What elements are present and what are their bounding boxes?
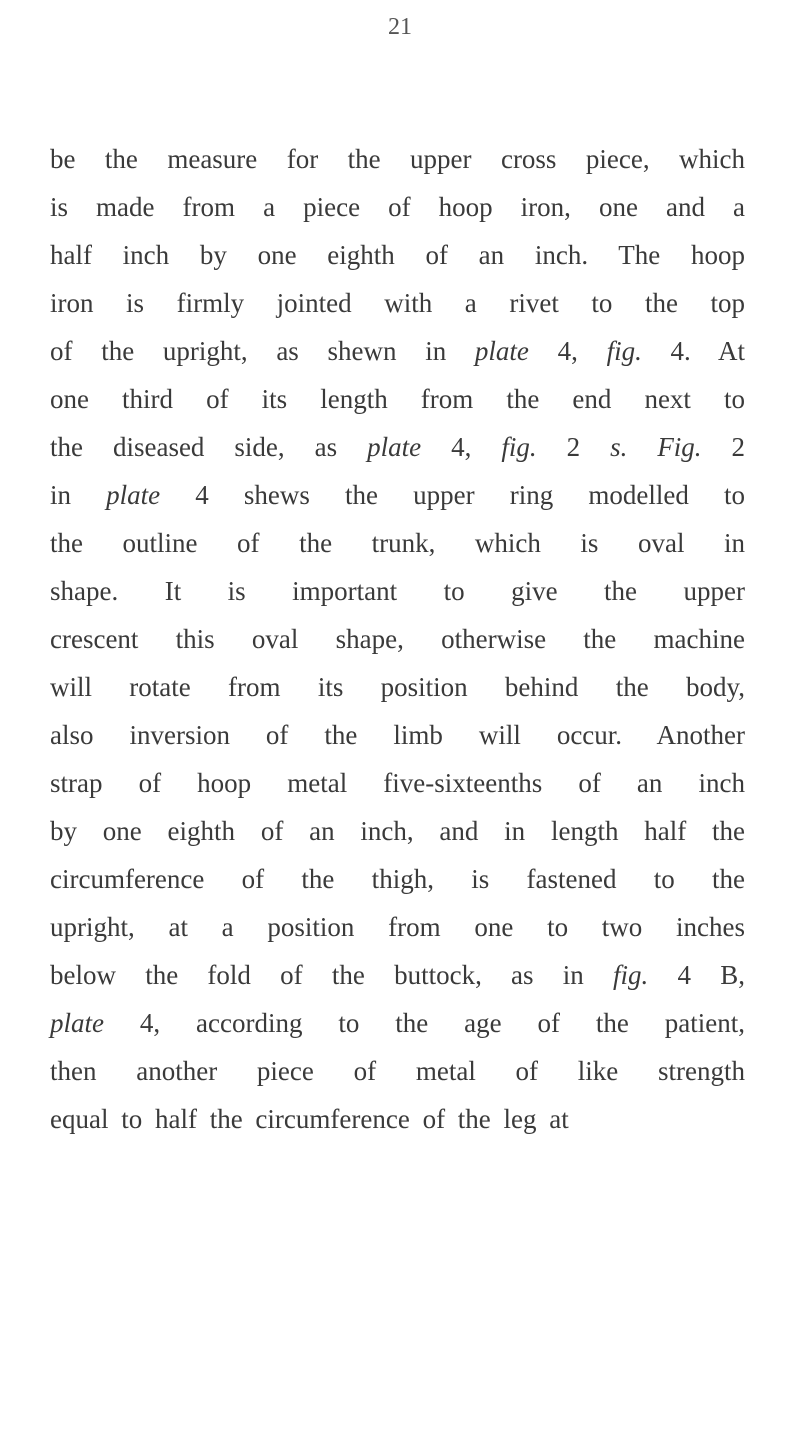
italic-reference: plate bbox=[106, 480, 161, 510]
text-segment: then another piece of metal of like strength bbox=[50, 1056, 745, 1086]
text-line bbox=[50, 478, 745, 512]
text-segment: be the measure for the upper cross piece, which bbox=[50, 144, 745, 174]
text-segment: by one eighth of an inch, and in length half the bbox=[50, 816, 745, 846]
page-number: 21 bbox=[388, 14, 412, 40]
text-segment: equal to half the circumference of the leg at bbox=[50, 1104, 569, 1134]
text-segment: the outline of the trunk, which is oval in bbox=[50, 528, 745, 558]
text-segment: 4, according to the age of the patient, bbox=[104, 1008, 745, 1038]
text-segment: half inch by one eighth of an inch. The hoop bbox=[50, 240, 745, 270]
text-line bbox=[50, 622, 745, 656]
text-segment: strap of hoop metal five-sixteenths of an inch bbox=[50, 768, 745, 798]
text-line bbox=[50, 382, 745, 416]
italic-reference: fig. bbox=[501, 432, 537, 462]
text-line bbox=[50, 1102, 569, 1136]
italic-reference: plate bbox=[474, 336, 529, 366]
text-segment: the diseased side, as bbox=[50, 432, 368, 462]
text-segment: of the upright, as shewn in bbox=[50, 336, 475, 366]
text-line bbox=[50, 526, 745, 560]
italic-reference: Fig. bbox=[657, 432, 702, 462]
italic-reference: plate bbox=[50, 1008, 104, 1038]
italic-reference: s. bbox=[610, 432, 628, 462]
text-line bbox=[50, 574, 745, 608]
text-line bbox=[50, 814, 745, 848]
text-line bbox=[50, 430, 745, 464]
text-line bbox=[50, 190, 745, 224]
text-segment: 2 bbox=[701, 432, 746, 462]
text-segment: 2 bbox=[536, 432, 611, 462]
text-line bbox=[50, 670, 745, 704]
text-line bbox=[50, 238, 745, 272]
text-segment: also inversion of the limb will occur. Another bbox=[50, 720, 745, 750]
text-segment: one third of its length from the end next to bbox=[50, 384, 745, 414]
text-line bbox=[50, 910, 745, 944]
text-segment: iron is firmly jointed with a rivet to the top bbox=[50, 288, 745, 318]
text-segment: 4 shews the upper ring modelled to bbox=[160, 480, 745, 510]
text-line bbox=[50, 958, 745, 992]
text-segment: circumference of the thigh, is fastened to the bbox=[50, 864, 745, 894]
text-segment: 4, bbox=[528, 336, 607, 366]
italic-reference: plate bbox=[367, 432, 422, 462]
italic-reference: fig. bbox=[613, 960, 649, 990]
text-segment: 4. At bbox=[641, 336, 746, 366]
text-line bbox=[50, 766, 745, 800]
text-segment: upright, at a position from one to two inches bbox=[50, 912, 745, 942]
text-line bbox=[50, 334, 745, 368]
text-segment: crescent this oval shape, otherwise the machine bbox=[50, 624, 745, 654]
text-segment: 4, bbox=[421, 432, 502, 462]
text-line bbox=[50, 286, 745, 320]
text-segment: shape. It is important to give the upper bbox=[50, 576, 745, 606]
text-segment bbox=[627, 432, 657, 462]
text-line bbox=[50, 142, 745, 176]
text-segment: in bbox=[50, 480, 107, 510]
text-line bbox=[50, 1006, 745, 1040]
italic-reference: fig. bbox=[606, 336, 642, 366]
text-segment: will rotate from its position behind the body, bbox=[50, 672, 745, 702]
text-line bbox=[50, 718, 745, 752]
text-segment: is made from a piece of hoop iron, one and a bbox=[50, 192, 745, 222]
text-segment: below the fold of the buttock, as in bbox=[50, 960, 614, 990]
text-segment: 4 B, bbox=[648, 960, 745, 990]
text-line bbox=[50, 862, 745, 896]
text-line bbox=[50, 1054, 745, 1088]
